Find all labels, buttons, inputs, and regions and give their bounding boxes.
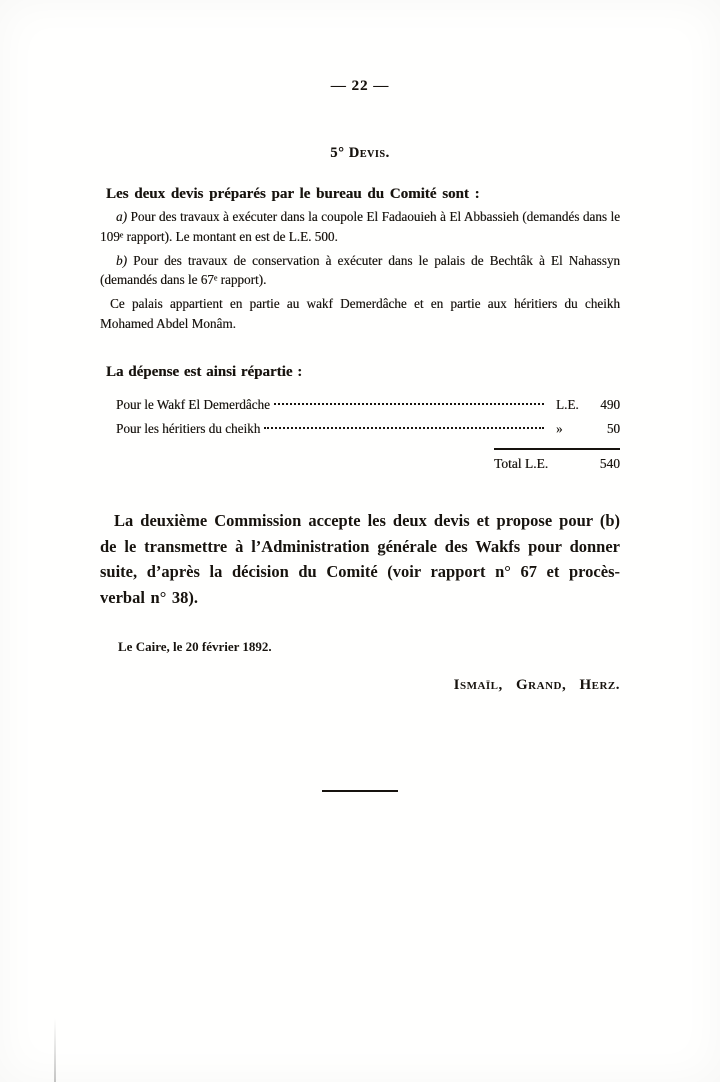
- expense-row-unit: »: [556, 420, 563, 436]
- section-heading: 5° Devis.: [330, 145, 390, 161]
- devis-note: Ce palais appartient en partie au wakf Demerdâche et en partie aux héritiers du cheikh Mohamed Abdel Monâm.: [100, 296, 620, 331]
- expense-total-label: Total L.E.: [494, 456, 549, 472]
- devis-item-b-marker: b): [116, 252, 127, 268]
- devis-item-a-marker: a): [116, 209, 127, 224]
- expense-row-label: Pour les héritiers du cheikh: [116, 420, 261, 436]
- expense-heading: La dépense est ainsi répartie :: [106, 363, 303, 380]
- devis-item-b: [100, 251, 620, 291]
- devis-item-b-text: Pour des travaux de conservation à exécuter dans le palais de Bechtâk à El Nahassyn (demandés dans le 67ᵉ rapport).: [100, 252, 621, 288]
- signature-line: Ismaïl, Grand, Herz.: [453, 676, 620, 693]
- dot-leader: [274, 403, 544, 405]
- expense-total-amount: 540: [599, 456, 620, 472]
- devis-item-a-text: Pour des travaux à exécuter dans la coupole El Fadaouieh à El Abbassieh (demandés dans le 109ᵉ rapport). Le montant en est de L.E. 500.: [100, 209, 621, 244]
- expense-table: [100, 393, 620, 473]
- expense-row-amount: 490: [600, 396, 620, 412]
- devis-item-a: [100, 207, 620, 247]
- scan-edge-artifact: [54, 1018, 56, 1082]
- section-divider: [322, 790, 398, 792]
- expense-total-row: [494, 448, 620, 472]
- expense-row: [116, 393, 620, 417]
- expense-row-label: Pour le Wakf El Demerdâche: [116, 396, 270, 412]
- dot-leader: [264, 427, 544, 429]
- intro-line: Les deux devis préparés par le bureau du Comité sont :: [106, 186, 480, 202]
- page-number: — 22 —: [330, 78, 390, 94]
- expense-row: [116, 417, 620, 441]
- expense-row-unit: L.E.: [556, 396, 579, 412]
- date-line: Le Caire, le 20 février 1892.: [118, 638, 272, 654]
- expense-row-amount: 50: [606, 420, 620, 436]
- closing-paragraph: La deuxième Commission accepte les deux devis et propose pour (b) de le transmettre à l’Administration générale des Wakfs pour donner suite, d’après la décision du Comité (voir rapport n° 67 et procès-verbal n° 38).: [100, 511, 620, 607]
